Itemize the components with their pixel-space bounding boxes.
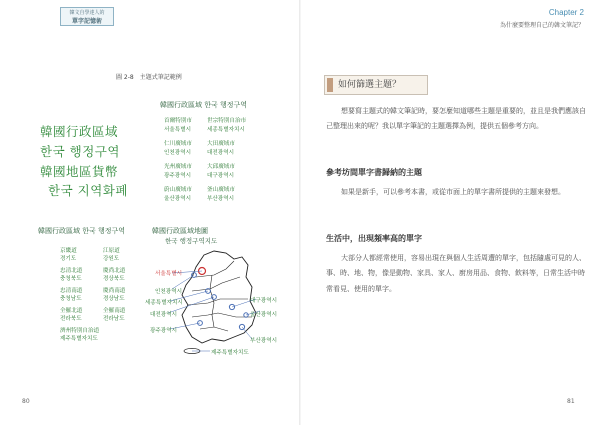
table-cell: 울산광역시 <box>164 196 192 202</box>
table-cell: 대구광역시 <box>207 173 235 179</box>
table-cell: 세종특별자치시 <box>207 127 245 133</box>
table-cell: 光州廣域市 <box>164 164 192 170</box>
table-cell: 蔚山廣域市 <box>164 187 192 193</box>
map-label-seoul: 서울특별시 <box>155 271 183 277</box>
handwriting-line: 韓國地區貨幣 <box>40 164 119 179</box>
list-item: 전라북도 <box>60 316 82 322</box>
page-gutter <box>299 0 301 425</box>
list-item: 全羅北道 <box>60 308 83 314</box>
handwriting-line: 한국 지역화폐 <box>48 183 128 198</box>
chapter-subtitle: 為什麼要整理自己的韓文筆記？ <box>499 22 584 29</box>
subheading: 生活中，出現頻率高的單字 <box>326 233 422 243</box>
table-cell: 인천광역시 <box>164 150 192 156</box>
table-cell: 대전광역시 <box>207 150 235 156</box>
paragraph: 大部分人都經常使用，容易出現在與個人生活周遭的單字，包括隨處可見的人、事、時、地、物，像是動物、家具、家人、廚房用品、食物、飲料等，日常生活中時常看見、使用的單字。 <box>326 254 586 293</box>
list-item: 충청북도 <box>60 276 82 282</box>
figure-caption: 圖 2-8 主題式筆記範例 <box>116 74 182 81</box>
table-cell: 釜山廣域市 <box>207 187 235 193</box>
heading-accent-bar <box>327 78 333 92</box>
logo-line1: 韓文自學達人的 <box>69 10 105 16</box>
list-item: 忠清北道 <box>60 268 83 274</box>
section-heading: 如何篩選主題？ <box>338 80 402 90</box>
map-label-gwangju: 광주광역시 <box>150 328 178 334</box>
list-item: 忠清南道 <box>60 288 83 294</box>
list-item: 江原道 <box>103 248 120 254</box>
table-cell: 仁川廣域市 <box>164 141 192 147</box>
list-item: 濟州特別自治道 <box>60 328 100 334</box>
list-item: 경상남도 <box>103 296 125 302</box>
list-item: 충청남도 <box>60 296 82 302</box>
page-number-left: 80 <box>22 398 30 405</box>
logo-line2: 單字記憶術 <box>71 18 102 25</box>
table-title: 韓國行政區域 한국 행정구역 <box>160 101 248 109</box>
handwriting-line: 한국 행정구역 <box>40 144 120 159</box>
map-label-ulsan: 울산광역시 <box>250 312 278 318</box>
list-item: 京畿道 <box>60 248 77 254</box>
map-subtitle: 한국 행정구역지도 <box>165 237 218 245</box>
table-cell: 광주광역시 <box>164 173 192 179</box>
list-title: 韓國行政區域 한국 행정구역 <box>38 227 126 235</box>
map-label-busan: 부산광역시 <box>250 338 278 344</box>
table-cell: 大田廣域市 <box>207 141 235 147</box>
table-cell: 大邱廣域市 <box>207 164 235 170</box>
map-label-daejeon: 대전광역시 <box>150 312 178 318</box>
map-title: 韓國行政區域地圖 <box>152 227 208 235</box>
table-cell: 首爾特別市 <box>164 118 192 124</box>
table-cell: 부산광역시 <box>207 196 235 202</box>
table-cell: 서울특별시 <box>164 127 192 133</box>
list-item: 경상북도 <box>103 276 125 282</box>
table-cell: 世宗特別自治市 <box>207 118 247 124</box>
list-item: 慶尚南道 <box>103 288 126 294</box>
map-label-daegu: 대구광역시 <box>250 298 278 304</box>
list-item: 전라남도 <box>103 316 125 322</box>
chapter-label: Chapter 2 <box>548 8 584 17</box>
list-item: 제주특별자치도 <box>60 336 98 342</box>
handwriting-line: 韓國行政區域 <box>40 124 119 139</box>
book-logo <box>60 7 114 26</box>
map-label-sejong: 세종특별자치시 <box>145 300 183 306</box>
list-item: 全羅南道 <box>103 308 126 314</box>
korea-outline <box>182 251 256 343</box>
map-label-incheon: 인천광역시 <box>155 289 183 295</box>
list-item: 강원도 <box>103 256 120 262</box>
subheading: 參考坊間單字書歸納的主題 <box>326 167 422 177</box>
list-item: 慶尚北道 <box>103 268 126 274</box>
page-number-right: 81 <box>567 398 575 405</box>
paragraph: 想要寫主題式的韓文筆記時，要怎麼知道哪些主題是重要的，並且是我們應該自己整理出來的呢？我以單字筆記的主題選擇為例，提供五個參考方向。 <box>326 107 586 131</box>
map-label-jeju: 제주특별자치도 <box>211 350 249 356</box>
paragraph: 如果是新手，可以參考本書，或從市面上的單字書所提供的主題來發想。 <box>341 188 565 196</box>
list-item: 경기도 <box>60 256 77 262</box>
